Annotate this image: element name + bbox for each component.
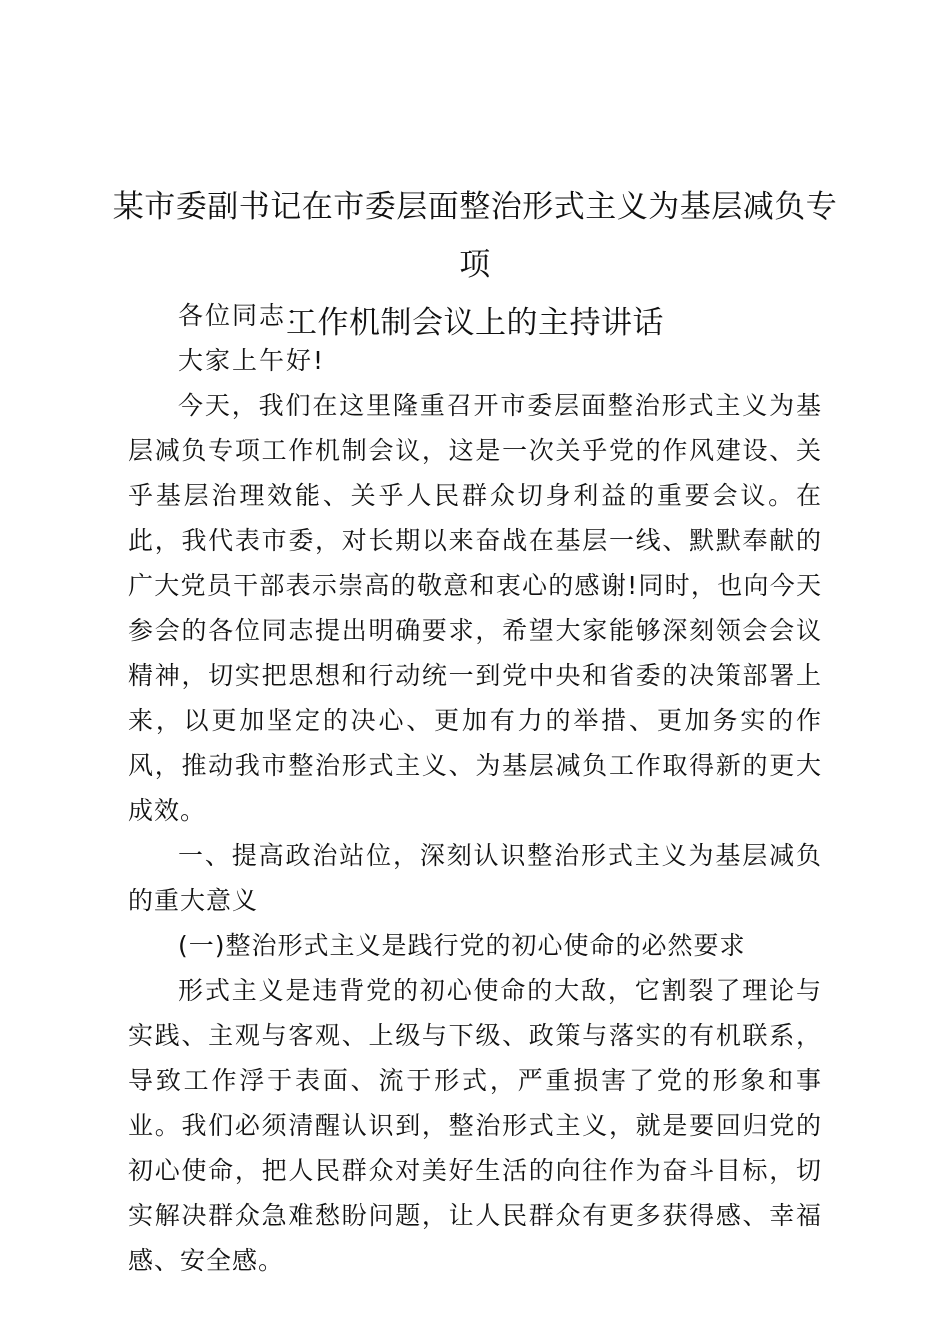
title-line-2: 工作机制会议上的主持讲话 bbox=[286, 305, 664, 341]
greeting: 大家上午好! bbox=[178, 346, 326, 375]
document-body bbox=[128, 293, 822, 1283]
intro-paragraph: 今天，我们在这里隆重召开市委层面整治形式主义为基层减负专项工作机制会议，这是一次关乎党的作风建设、关乎基层治理效能、关乎人民群众切身利益的重要会议。在此，我代表市委，对长期以来奋战在基层一线、默默奉献的广大党员干部表示崇高的敬意和衷心的感谢!同时，也向今天参会的各位同志提出明确要求，希望大家能够深刻领会会议精神，切实把思想和行动统一到党中央和省委的决策部署上来，以更加坚定的决心、更加有力的举措、更加务实的作风，推动我市整治形式主义、为基层减负工作取得新的更大成效。 bbox=[128, 391, 822, 825]
section-heading-1: 一、提高政治站位，深刻认识整治形式主义为基层减负的重大意义 bbox=[128, 841, 822, 915]
subsection-paragraph-1-1: 形式主义是违背党的初心使命的大敌，它割裂了理论与实践、主观与客观、上级与下级、政策与落实的有机联系，导致工作浮于表面、流于形式，严重损害了党的形象和事业。我们必须清醒认识到，整治形式主义，就是要回归党的初心使命，把人民群众对美好生活的向往作为奋斗目标，切实解决群众急难愁盼问题，让人民群众有更多获得感、幸福感、安全感。 bbox=[128, 976, 822, 1275]
title-line-1: 某市委副书记在市委层面整治形式主义为基层减负专项 bbox=[112, 189, 838, 283]
salutation: 各位同志： bbox=[178, 301, 314, 330]
subsection-heading-1-1: (一)整治形式主义是践行党的初心使命的必然要求 bbox=[178, 931, 746, 960]
